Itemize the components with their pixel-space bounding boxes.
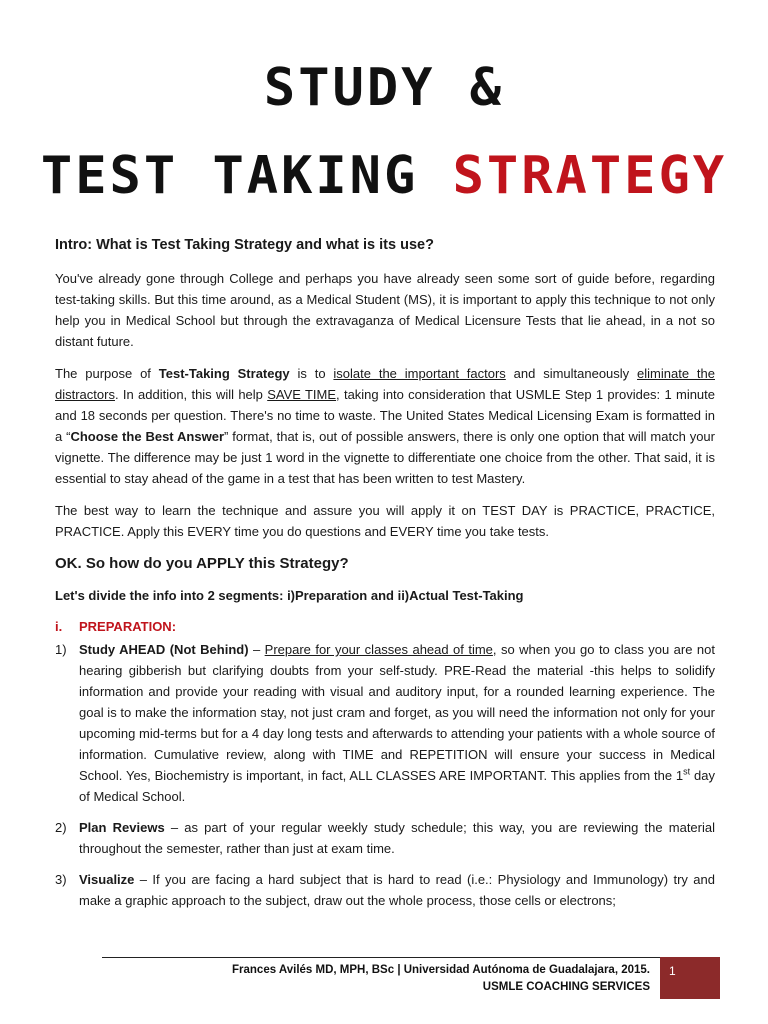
title-line-1: STUDY &: [263, 58, 505, 118]
item-title: Visualize: [79, 872, 135, 887]
title-line-2: [0, 146, 768, 206]
apply-heading: OK. So how do you APPLY this Strategy?: [55, 555, 349, 572]
page-number: 1: [660, 957, 720, 999]
text-run: and simultaneously: [505, 366, 638, 381]
practice-paragraph: The best way to learn the technique and assure you will apply it on TEST DAY is PRACTICE, PRACTICE, PRACTICE. Apply this EVERY time you do questions and EVERY time you take tests.: [55, 503, 715, 539]
intro-heading: Intro: What is Test Taking Strategy and what is its use?: [55, 237, 434, 253]
text-run-bold: Test-Taking Strategy: [158, 366, 290, 381]
purpose-paragraph: [55, 363, 715, 489]
footer-divider: [102, 957, 660, 958]
text-run: – as part of your regular weekly study schedule; this way, you are reviewing the material throughout the semester, rather than just at exam time.: [79, 820, 715, 856]
item-text: [79, 817, 715, 859]
list-item: [55, 817, 715, 859]
section-number: i.: [55, 619, 63, 634]
text-run: ” format, that is, out of possible answers, there is only one option that will match your vignette. The difference may be just 1 word in the vignette to differentiate one choice from the other. That said, it is essential to stay ahead of the game in a test that has been written to test Mastery.: [55, 429, 715, 486]
preparation-list: [55, 639, 715, 911]
footer: [232, 962, 650, 996]
superscript: st: [683, 766, 691, 777]
text-run: –: [248, 642, 265, 657]
list-item: [55, 869, 715, 911]
text-run: The purpose of: [55, 366, 159, 381]
intro-paragraph: You've already gone through College and perhaps you have already seen some sort of guide before, regarding test-taking skills. But this time around, as a Medical Student (MS), it is important to apply this technique to not only help you in Medical School but through the extravaganza of Medical Licensure Tests that lie ahead, in a not so distant future.: [55, 271, 715, 349]
text-run: , so when you go to class you are not hearing gibberish but clarifying doubts from your self-study. PRE-Read the material -this helps to solidify information and provide your reading with visual and auditory input, for a rounded learning experience. The goal is to make the information stay, not just cram and forget, as you will need the information not only for your upcoming mid-terms but for a 4 day long tests and afterwards to attending your patients with a whole source of information. Cumulative review, along with TIME and REPETITION will ensure your success in Medical School. Yes, Biochemistry is important, in fact, ALL CLASSES ARE IMPORTANT. This applies from the 1: [79, 642, 715, 783]
text-run-underline: eliminate the distractors: [55, 366, 715, 402]
item-number: 3): [55, 872, 67, 887]
text-run-underline: SAVE TIME: [267, 387, 337, 402]
title-strategy: STRATEGY: [452, 146, 728, 206]
text-run: , taking into consideration that USMLE Step 1 provides: 1 minute and 18 seconds per question. There's no time to waste. The United States Medical Licensing Exam is formatted in a “: [55, 387, 716, 444]
item-text: [79, 639, 715, 807]
section-label: PREPARATION:: [79, 619, 177, 634]
segments-line: Let's divide the info into 2 segments: i)Preparation and ii)Actual Test-Taking: [55, 588, 524, 603]
document-body: [55, 234, 715, 921]
item-title: Study AHEAD (Not Behind): [79, 642, 249, 657]
footer-author: Frances Avilés MD, MPH, BSc | Universidad Autónoma de Guadalajara, 2015.: [232, 964, 650, 976]
text-run: – If you are facing a hard subject that is hard to read (i.e.: Physiology and Immunology) try and make a graphic approach to the subject, draw out the whole process, those cells or electrons;: [79, 872, 715, 908]
item-text: [79, 869, 715, 911]
text-run-underline: Prepare for your classes ahead of time: [264, 642, 493, 657]
text-run: . In addition, this will help: [114, 387, 268, 402]
footer-service: USMLE COACHING SERVICES: [482, 981, 650, 993]
item-title: Plan Reviews: [79, 820, 165, 835]
item-number: 2): [55, 820, 67, 835]
text-run: is to: [289, 366, 334, 381]
title-test-taking: TEST TAKING: [40, 146, 419, 206]
text-run-bold: Choose the Best Answer: [70, 429, 225, 444]
text-run-underline: isolate the important factors: [333, 366, 506, 381]
section-preparation: [55, 616, 715, 637]
item-number: 1): [55, 642, 67, 657]
text-run: day of Medical School.: [79, 768, 715, 804]
list-item: [55, 639, 715, 807]
